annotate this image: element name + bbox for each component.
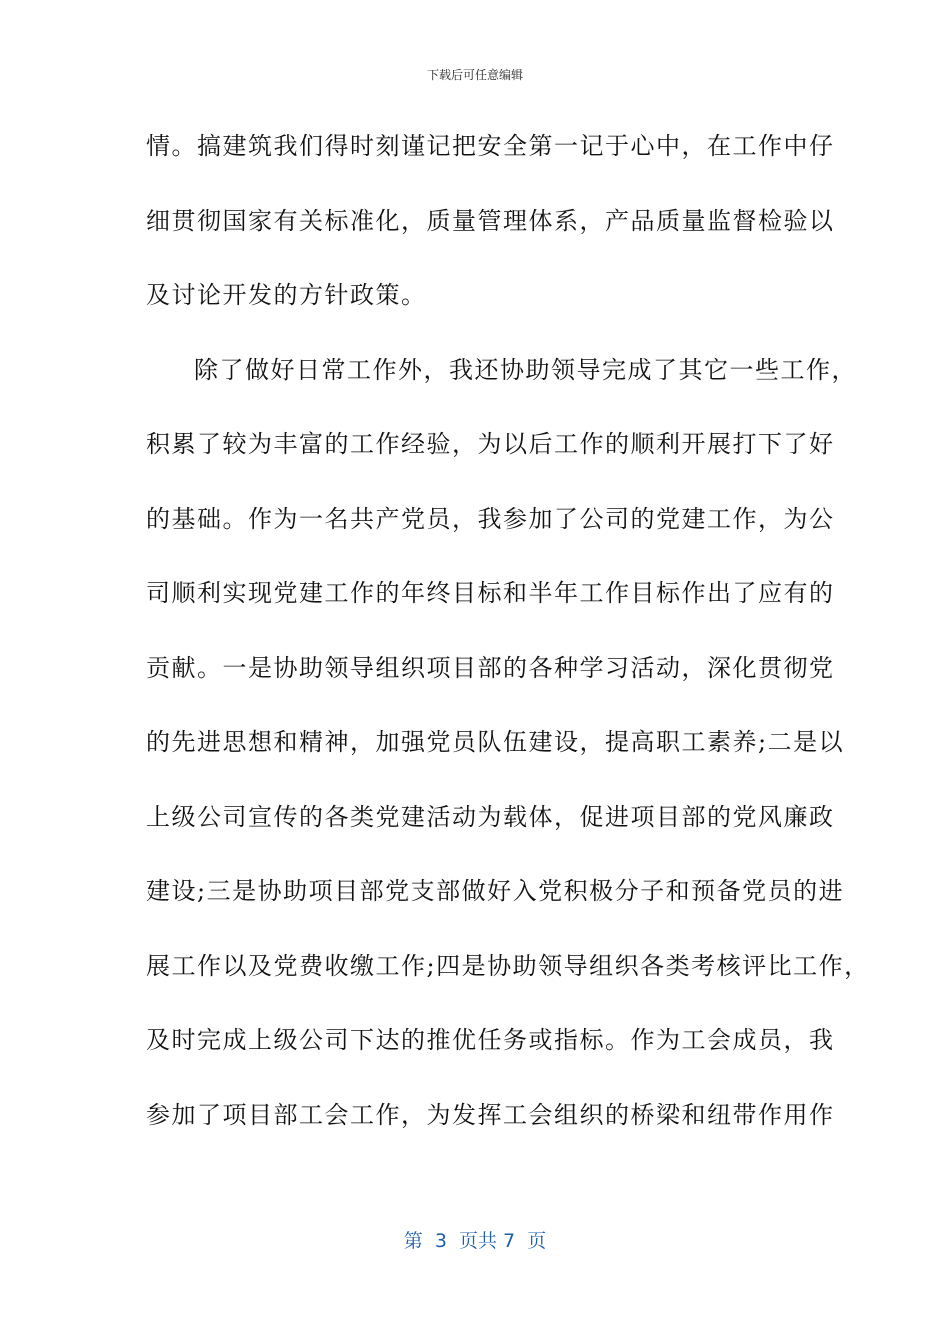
- text-line: 展工作以及党费收缴工作;四是协助领导组织各类考核评比工作，: [146, 951, 870, 980]
- text-line: 参加了项目部工会工作，为发挥工会组织的桥梁和纽带作用作: [146, 1100, 835, 1129]
- text-line: 司顺利实现党建工作的年终目标和半年工作目标作出了应有的: [146, 579, 835, 607]
- page-number-footer: 第 3 页共 7 页: [403, 1230, 547, 1252]
- text-line: 上级公司宣传的各类党建活动为载体，促进项目部的党风廉政: [146, 802, 835, 831]
- text-line: 及时完成上级公司下达的推优任务或指标。作为工会成员，我: [146, 1026, 835, 1054]
- text-line: 情。搞建筑我们得时刻谨记把安全第一记于心中，在工作中仔: [146, 132, 835, 160]
- text-line: 贡献。一是协助领导组织项目部的各种学习活动，深化贯彻党: [146, 653, 835, 682]
- text-line: 细贯彻国家有关标准化，质量管理体系，产品质量监督检验以: [146, 206, 835, 235]
- text-line: 的基础。作为一名共产党员，我参加了公司的党建工作，为公: [146, 504, 835, 533]
- document-body: [146, 124, 870, 1167]
- text-line: 及讨论开发的方针政策。: [146, 281, 427, 309]
- text-line: 积累了较为丰富的工作经验，为以后工作的顺利开展打下了好: [146, 430, 835, 458]
- header-note: 下载后可任意编辑: [426, 68, 523, 82]
- text-line: 的先进思想和精神，加强党员队伍建设，提高职工素养;二是以: [146, 728, 845, 756]
- text-line: 建设;三是协助项目部党支部做好入党积极分子和预备党员的进: [146, 877, 845, 905]
- paragraph-first-line: 除了做好日常工作外，我还协助领导完成了其它一些工作，: [194, 355, 857, 384]
